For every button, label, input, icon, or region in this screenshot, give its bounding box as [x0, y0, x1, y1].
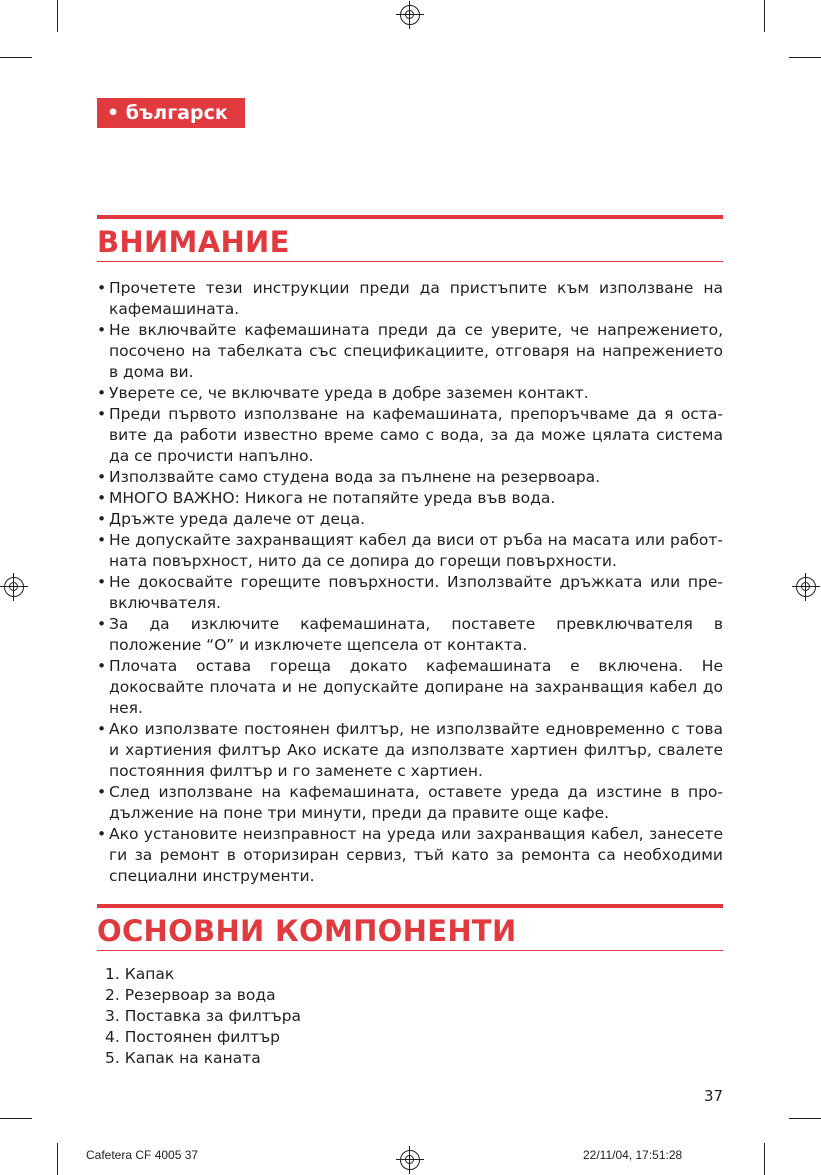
- bullet-icon: •: [97, 405, 107, 423]
- warning-item-text: МНОГО ВАЖНО: Никога не потапяйте уреда във вода.: [109, 489, 556, 507]
- bullet-icon: •: [97, 783, 107, 801]
- warning-item-text: Ако използвате постоянен филтър, не използвайте едновременно с това и хартиения филтър Ако искате да използвате хартиен филтър, свалете постоянния филтър и го заменете с хартиен.: [109, 720, 723, 780]
- crop-mark: [789, 1118, 821, 1119]
- component-item: 3. Поставка за филтъра: [105, 1007, 302, 1025]
- warning-item-text: Преди първото използване на кафемашината, препоръчваме да я оста-вите да работи известно време само с вода, за да може цялата система да се прочисти напълно.: [109, 405, 723, 465]
- warning-item-text: Не докосвайте горещите повърхности. Използвайте дръжката или пре-включвателя.: [109, 573, 723, 612]
- warning-item-text: Не включвайте кафемашината преди да се уверите, че напрежението, посочено на табелката със спецификациите, отговаря на напрежението в дома ви.: [109, 321, 723, 381]
- warning-section-header: [97, 215, 723, 262]
- registration-mark-icon: [4, 577, 24, 597]
- warning-item: [97, 467, 723, 488]
- component-item: 4. Постоянен филтър: [105, 1028, 280, 1046]
- registration-mark-icon: [796, 577, 816, 597]
- bullet-icon: •: [97, 321, 107, 339]
- bullet-icon: •: [97, 657, 107, 675]
- bullet-icon: •: [97, 510, 107, 528]
- registration-mark-icon: [400, 1150, 420, 1170]
- warning-item: [97, 530, 723, 572]
- warning-item: [97, 782, 723, 824]
- page-number: 37: [704, 1087, 724, 1105]
- header-bar: [97, 904, 723, 908]
- warning-item: [97, 320, 723, 383]
- crop-mark: [57, 1143, 58, 1175]
- component-item: 5. Капак на каната: [105, 1049, 261, 1067]
- warning-item-text: За да изключите кафемашината, поставете превключвателя в положение “O” и изключете щепсела от контакта.: [109, 615, 723, 654]
- components-title: ОСНОВНИ КОМПОНЕНТИ: [97, 914, 517, 948]
- warning-item: [97, 572, 723, 614]
- warning-item: [97, 824, 723, 887]
- warning-item-text: Ако установите неизправност на уреда или захранващия кабел, занесете ги за ремонт в оторизиран сервиз, тъй като за ремонта са необходими специални инструменти.: [109, 825, 723, 885]
- warning-item-text: Плочата остава гореща докато кафемашината е включена. Не докосвайте плочата и не допускайте допиране на захранващия кабел до нея.: [109, 657, 723, 717]
- warning-item-text: След използване на кафемашината, оставете уреда да изстине в про-дължение на поне три минути, преди да правите още кафе.: [109, 783, 723, 822]
- components-section-header: [97, 904, 723, 951]
- header-rule: [97, 950, 723, 951]
- bullet-icon: •: [97, 531, 107, 549]
- crop-mark: [764, 0, 765, 32]
- bullet-icon: •: [97, 573, 107, 591]
- warning-item: [97, 488, 723, 509]
- warning-title: ВНИМАНИЕ: [97, 225, 290, 259]
- warning-item-text: Дръжте уреда далече от деца.: [109, 510, 365, 528]
- header-bar: [97, 215, 723, 219]
- warning-item: [97, 614, 723, 656]
- warning-item-text: Уверете се, че включвате уреда в добре заземен контакт.: [109, 384, 589, 402]
- warning-item-text: Използвайте само студена вода за пълнене на резервоара.: [109, 468, 601, 486]
- bullet-icon: •: [97, 720, 107, 738]
- footer-timestamp: 22/11/04, 17:51:28: [583, 1148, 683, 1162]
- crop-mark: [789, 57, 821, 58]
- bullet-icon: •: [97, 384, 107, 402]
- registration-mark-icon: [400, 5, 420, 25]
- bullet-icon: •: [97, 615, 107, 633]
- warning-item: [97, 278, 723, 320]
- crop-mark: [764, 1143, 765, 1175]
- warning-item: [97, 404, 723, 467]
- bullet-icon: •: [97, 468, 107, 486]
- component-item: 1. Капак: [105, 965, 175, 983]
- components-list: [105, 964, 301, 1069]
- warning-item: [97, 509, 723, 530]
- language-tab: • българск: [97, 98, 245, 128]
- crop-mark: [0, 57, 32, 58]
- bullet-icon: •: [97, 489, 107, 507]
- warning-list: [97, 278, 723, 887]
- crop-mark: [57, 0, 58, 32]
- component-item: 2. Резервоар за вода: [105, 986, 276, 1004]
- header-rule: [97, 261, 723, 262]
- warning-item: [97, 656, 723, 719]
- warning-item: [97, 383, 723, 404]
- footer-file-info: Cafetera CF 4005 37: [86, 1148, 199, 1162]
- warning-item: [97, 719, 723, 782]
- warning-item-text: Прочетете тези инструкции преди да пристъпите към използване на кафемашината.: [109, 279, 723, 318]
- bullet-icon: •: [97, 279, 107, 297]
- bullet-icon: •: [97, 825, 107, 843]
- warning-item-text: Не допускайте захранващият кабел да виси от ръба на масата или работ-ната повърхност, нито да се допира до горещи повърхности.: [109, 531, 723, 570]
- crop-mark: [0, 1118, 32, 1119]
